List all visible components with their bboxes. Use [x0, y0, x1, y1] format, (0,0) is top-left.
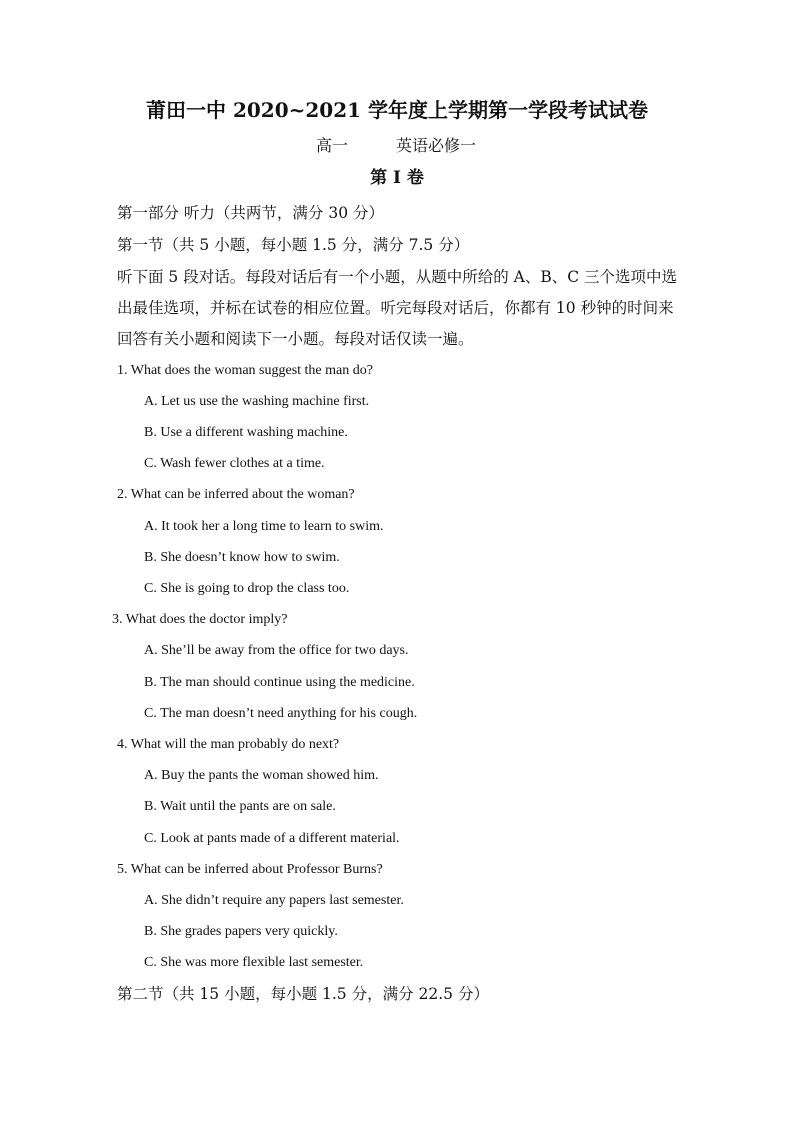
question-option: B. Use a different washing machine. — [144, 425, 348, 440]
question-option: C. Look at pants made of a different material. — [144, 831, 400, 846]
question-option: C. She was more flexible last semester. — [144, 955, 364, 970]
instructions-line: 听下面 5 段对话。每段对话后有一个小题，从题中所给的 A、B、C 三个选项中选 — [117, 268, 678, 286]
question-option: A. Buy the pants the woman showed him. — [144, 768, 379, 783]
question-option: B. Wait until the pants are on sale. — [144, 799, 336, 814]
question-stem: 3. What does the doctor imply? — [112, 612, 288, 627]
question-option: A. Let us use the washing machine first. — [144, 394, 370, 409]
question-option: A. It took her a long time to learn to swim. — [144, 519, 384, 534]
question-option: B. The man should continue using the medicine. — [144, 675, 415, 690]
question-option: B. She doesn’t know how to swim. — [144, 550, 340, 565]
question-option: C. The man doesn’t need anything for his cough. — [144, 706, 418, 721]
question-stem: 4. What will the man probably do next? — [117, 737, 340, 752]
subject-label: 英语必修一 — [396, 136, 477, 155]
question-option: C. She is going to drop the class too. — [144, 581, 350, 596]
grade-label: 高一 — [316, 136, 349, 155]
question-option: B. She grades papers very quickly. — [144, 924, 338, 939]
question-stem: 1. What does the woman suggest the man do? — [117, 363, 373, 378]
question-stem: 5. What can be inferred about Professor Burns? — [117, 862, 383, 877]
question-stem: 2. What can be inferred about the woman? — [117, 487, 355, 502]
question-option: A. She didn’t require any papers last semester. — [144, 893, 404, 908]
volume-label: 第 I 卷 — [370, 168, 424, 188]
question-option: C. Wash fewer clothes at a time. — [144, 456, 325, 471]
question-option: A. She’ll be away from the office for two days. — [144, 643, 409, 658]
part1-heading: 第一部分 听力（共两节，满分 30 分） — [117, 204, 385, 222]
section2-heading: 第二节（共 15 小题，每小题 1.5 分，满分 22.5 分） — [117, 985, 489, 1003]
instructions-line: 出最佳选项，并标在试卷的相应位置。听完每段对话后，你都有 10 秒钟的时间来 — [117, 299, 674, 317]
exam-title: 莆田一中 2020~2021 学年度上学期第一学段考试试卷 — [145, 98, 648, 122]
instructions-line: 回答有关小题和阅读下一小题。每段对话仅读一遍。 — [117, 330, 474, 348]
exam-subtitle — [316, 138, 476, 154]
section1-heading: 第一节（共 5 小题，每小题 1.5 分，满分 7.5 分） — [117, 236, 470, 254]
